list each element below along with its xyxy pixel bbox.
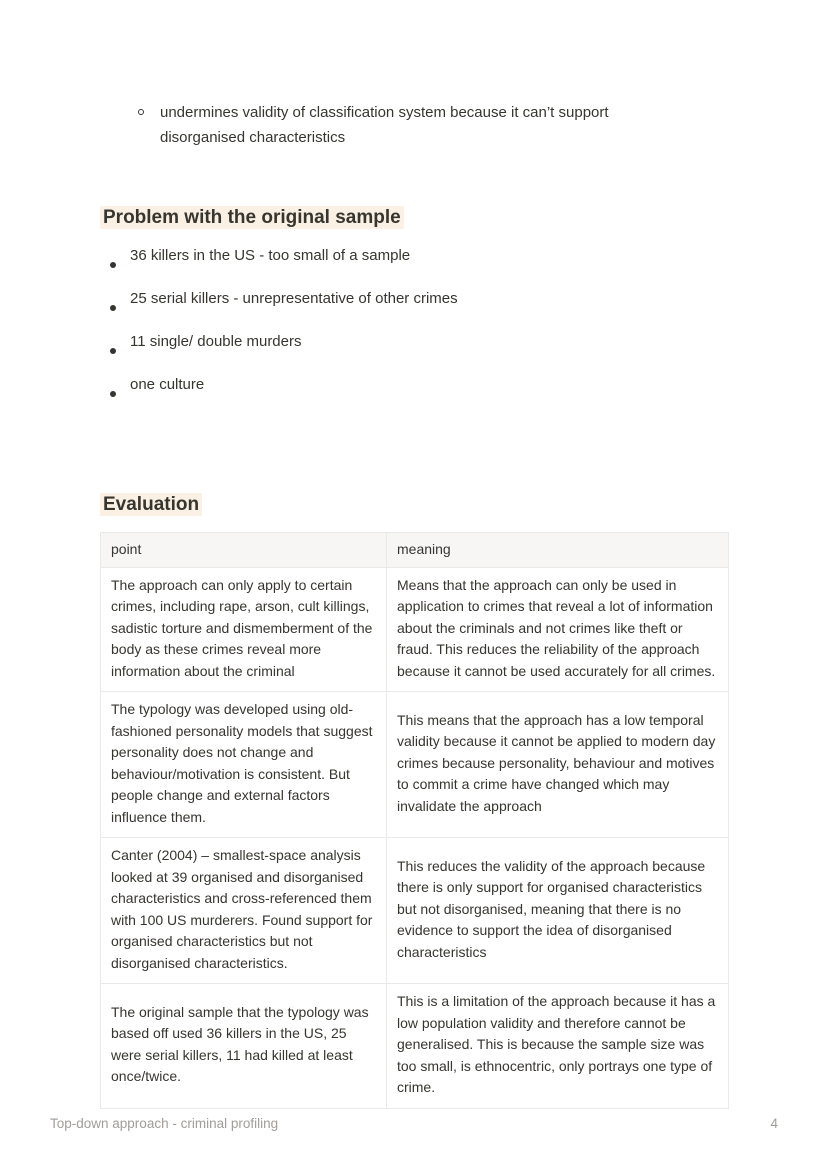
list-item — [100, 329, 728, 362]
table-header-meaning: meaning — [387, 533, 729, 568]
table-cell-meaning: This is a limitation of the approach because it has a low population validity and therefore cannot be generalised. This is because the sample size was too small, is ethnocentric, only portrays one type of crime. — [387, 984, 729, 1109]
disc-bullet-icon — [110, 372, 130, 405]
table-cell-point: The approach can only apply to certain crimes, including rape, arson, cult killings, sadistic torture and dismemberment of the body as these crimes reveal more information about the criminal — [101, 567, 387, 692]
nested-bullet-item — [100, 100, 660, 150]
list-item — [100, 286, 728, 319]
footer-document-title: Top-down approach - criminal profiling — [50, 1116, 279, 1131]
list-item-text: 25 serial killers - unrepresentative of other crimes — [130, 290, 458, 307]
list-item — [100, 372, 728, 405]
section-heading-problem-text: Problem with the original sample — [100, 206, 404, 229]
footer-page-number: 4 — [770, 1116, 778, 1131]
section-heading-evaluation — [100, 492, 728, 518]
table-header-row — [101, 533, 729, 568]
table-cell-point: Canter (2004) – smallest-space analysis looked at 39 organised and disorganised characteristics and cross-referenced them with 100 US murderers. Found support for organised characteristics but not disorganised characteristics. — [101, 838, 387, 984]
disc-bullet-icon — [110, 329, 130, 362]
nested-bullet-text: undermines validity of classification system because it can’t support disorganised characteristics — [160, 104, 609, 146]
table-row — [101, 692, 729, 838]
table-cell-meaning: This reduces the validity of the approach because there is only support for organised characteristics but not disorganised, meaning that there is no evidence to support the idea of disorganised characteristics — [387, 838, 729, 984]
list-item-text: one culture — [130, 376, 205, 393]
table-cell-meaning: Means that the approach can only be used in application to crimes that reveal a lot of information about the criminals and not crimes like theft or fraud. This reduces the reliability of the approach because it cannot be used accurately for all crimes. — [387, 567, 729, 692]
table-cell-point: The original sample that the typology was based off used 36 killers in the US, 25 were serial killers, 11 had killed at least once/twice. — [101, 984, 387, 1109]
section-heading-problem — [100, 205, 728, 231]
list-item-text: 36 killers in the US - too small of a sample — [130, 247, 411, 264]
evaluation-table — [100, 532, 729, 1109]
disc-bullet-icon — [110, 243, 130, 276]
page-footer — [50, 1116, 778, 1131]
table-row — [101, 838, 729, 984]
table-row — [101, 984, 729, 1109]
problem-bullet-list — [100, 243, 728, 405]
disc-bullet-icon — [110, 286, 130, 319]
table-header-point: point — [101, 533, 387, 568]
circle-bullet-icon — [138, 100, 160, 115]
list-item — [100, 243, 728, 276]
list-item-text: 11 single/ double murders — [130, 333, 302, 350]
section-heading-evaluation-text: Evaluation — [100, 493, 202, 516]
table-row — [101, 567, 729, 692]
table-cell-meaning: This means that the approach has a low temporal validity because it cannot be applied to modern day crimes because personality, behaviour and motives to commit a crime have changed which may invalidate the approach — [387, 692, 729, 838]
table-cell-point: The typology was developed using old-fashioned personality models that suggest personality does not change and behaviour/motivation is consistent. But people change and external factors influence them. — [101, 692, 387, 838]
